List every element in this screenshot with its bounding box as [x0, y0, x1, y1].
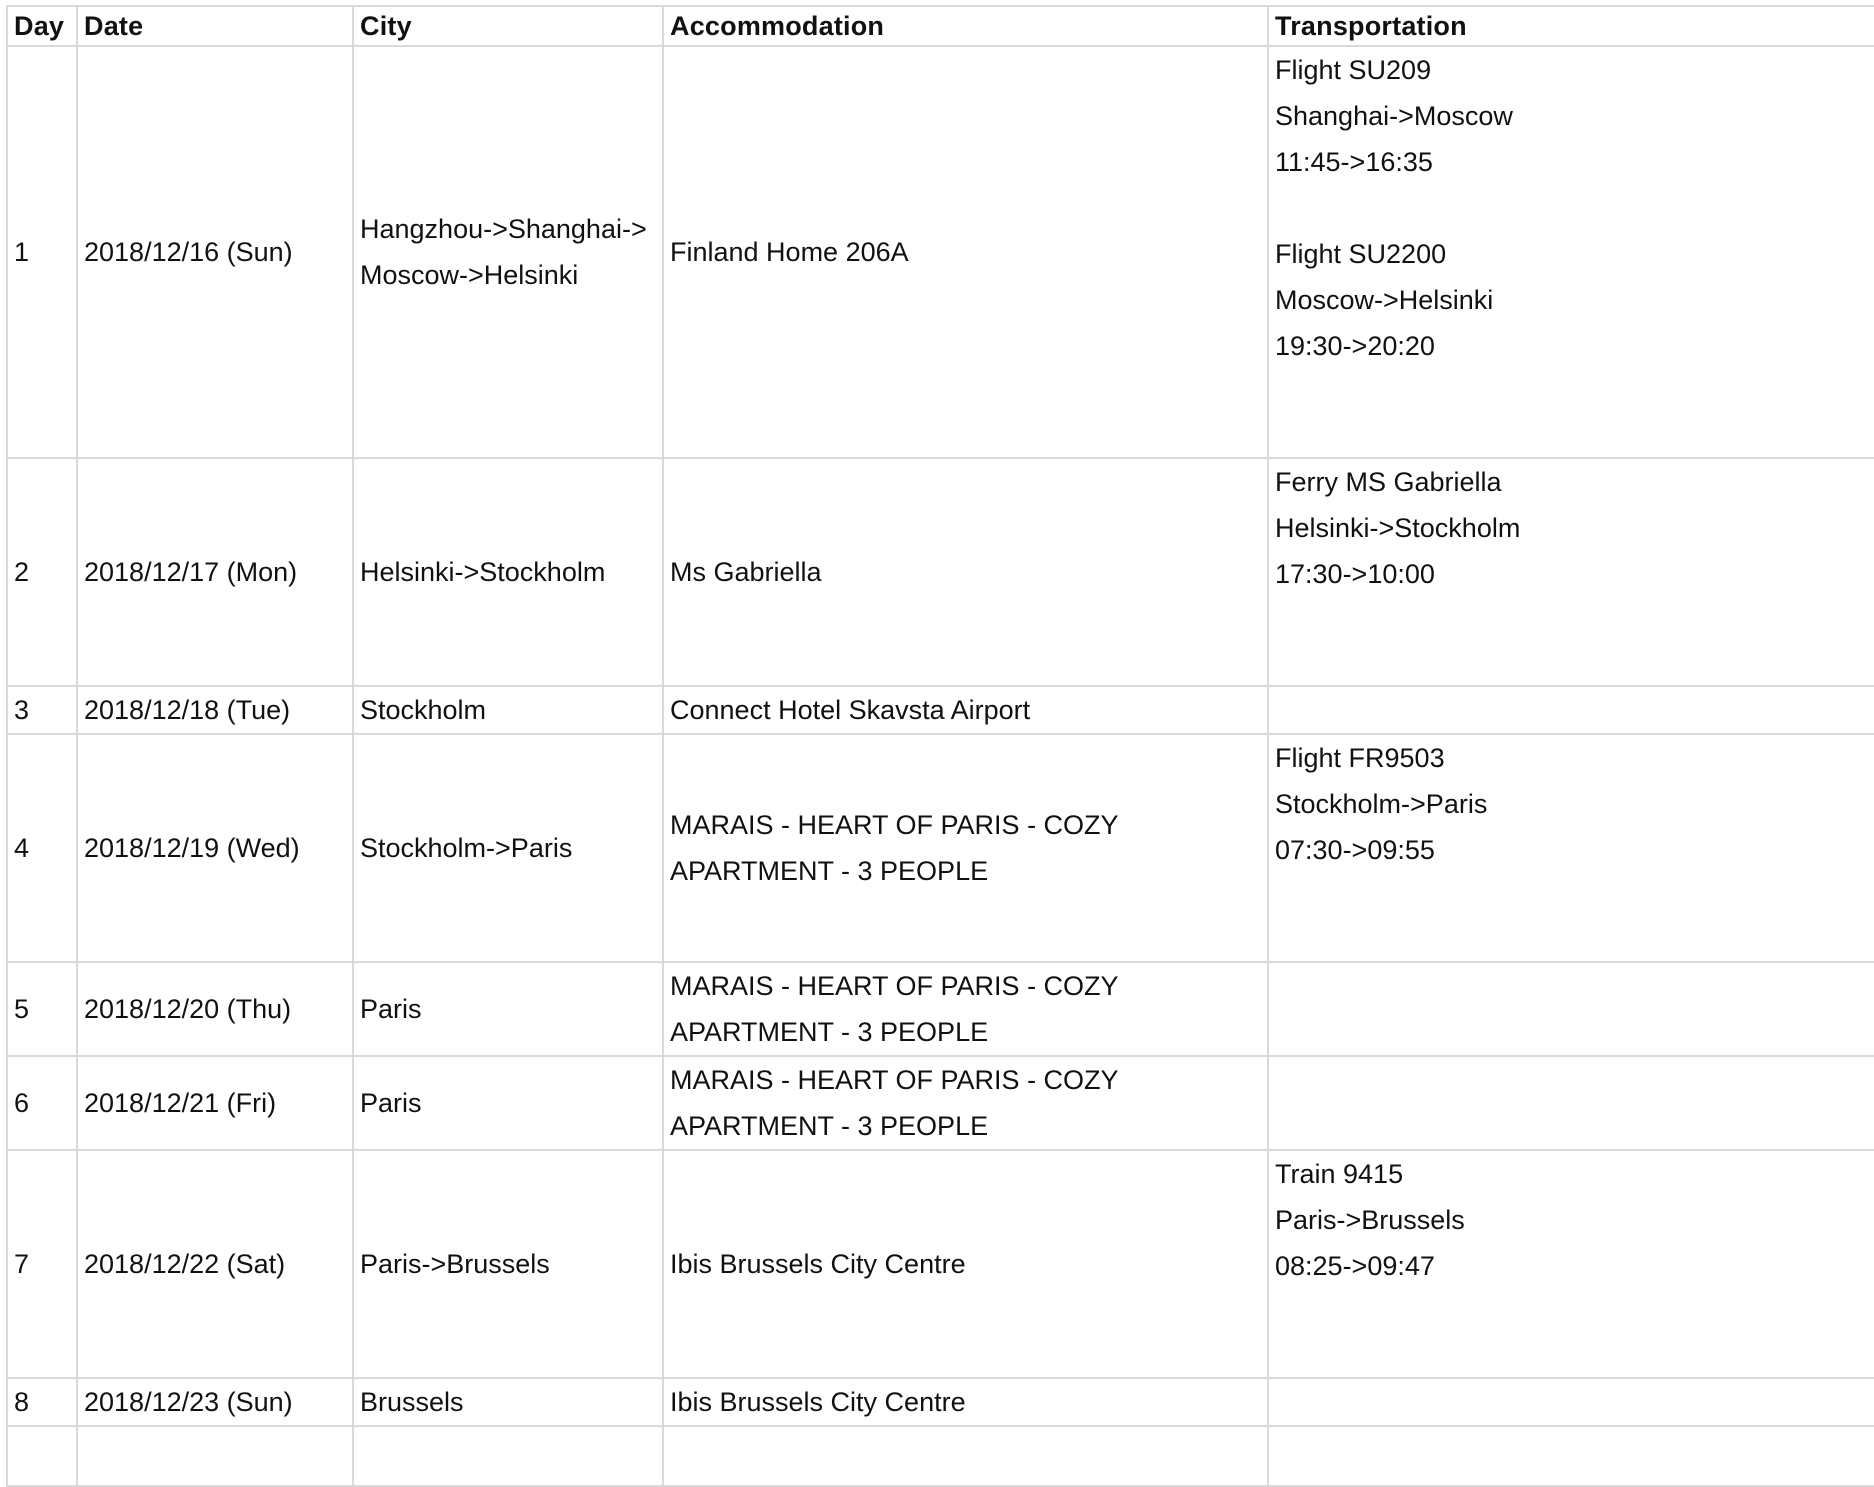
cell-day[interactable]: 7 — [7, 1150, 77, 1378]
table-row — [7, 458, 1874, 686]
cell-transportation[interactable] — [1268, 734, 1874, 962]
header-accommodation[interactable]: Accommodation — [663, 6, 1268, 46]
table-row — [7, 1150, 1874, 1378]
cell-city[interactable]: Paris — [353, 962, 663, 1056]
cell-city-text: Hangzhou->Shanghai->Moscow->Helsinki — [360, 214, 647, 290]
transport-line: Ferry MS Gabriella — [1275, 467, 1502, 497]
transport-line: 07:30->09:55 — [1275, 835, 1435, 865]
transport-line: Flight FR9503 — [1275, 743, 1445, 773]
cell-city[interactable]: Stockholm->Paris — [353, 734, 663, 962]
cell-date[interactable]: 2018/12/16 (Sun) — [77, 46, 353, 458]
cell-day[interactable]: 3 — [7, 686, 77, 734]
cell-transportation[interactable] — [1268, 1378, 1874, 1426]
header-city[interactable]: City — [353, 6, 663, 46]
table-row — [7, 1378, 1874, 1426]
cell-accommodation[interactable] — [663, 1426, 1268, 1486]
cell-accommodation-text: MARAIS - HEART OF PARIS - COZY APARTMENT - 3 PEOPLE — [670, 971, 1119, 1047]
cell-city[interactable] — [353, 1426, 663, 1486]
transport-line: 11:45->16:35 — [1275, 147, 1433, 177]
cell-transportation[interactable] — [1268, 686, 1874, 734]
transport-line: 19:30->20:20 — [1275, 331, 1435, 361]
itinerary-table — [6, 5, 1874, 1487]
cell-date[interactable]: 2018/12/18 (Tue) — [77, 686, 353, 734]
cell-city[interactable]: Helsinki->Stockholm — [353, 458, 663, 686]
transport-line: 08:25->09:47 — [1275, 1251, 1435, 1281]
cell-date[interactable]: 2018/12/20 (Thu) — [77, 962, 353, 1056]
cell-day[interactable] — [7, 1426, 77, 1486]
header-day[interactable]: Day — [7, 6, 77, 46]
transport-line: Flight SU2200 — [1275, 239, 1447, 269]
cell-city[interactable]: Brussels — [353, 1378, 663, 1426]
cell-city[interactable] — [353, 46, 663, 458]
cell-city[interactable]: Paris->Brussels — [353, 1150, 663, 1378]
transport-line: Helsinki->Stockholm — [1275, 513, 1521, 543]
header-row — [7, 6, 1874, 46]
cell-accommodation[interactable]: Ibis Brussels City Centre — [663, 1378, 1268, 1426]
table-row — [7, 1056, 1874, 1150]
table-row — [7, 734, 1874, 962]
transport-line: Shanghai->Moscow — [1275, 101, 1513, 131]
header-date[interactable]: Date — [77, 6, 353, 46]
cell-city[interactable]: Paris — [353, 1056, 663, 1150]
cell-date[interactable]: 2018/12/21 (Fri) — [77, 1056, 353, 1150]
table-row — [7, 1426, 1874, 1486]
transport-line: 17:30->10:00 — [1275, 559, 1435, 589]
table-row — [7, 46, 1874, 458]
cell-day[interactable]: 4 — [7, 734, 77, 962]
cell-day[interactable]: 6 — [7, 1056, 77, 1150]
cell-accommodation[interactable] — [663, 962, 1268, 1056]
cell-transportation[interactable] — [1268, 458, 1874, 686]
cell-date[interactable]: 2018/12/19 (Wed) — [77, 734, 353, 962]
transport-line: Flight SU209 — [1275, 55, 1432, 85]
cell-accommodation[interactable]: Ibis Brussels City Centre — [663, 1150, 1268, 1378]
transport-line: Train 9415 — [1275, 1159, 1404, 1189]
cell-day[interactable]: 8 — [7, 1378, 77, 1426]
cell-day[interactable]: 2 — [7, 458, 77, 686]
cell-transportation[interactable] — [1268, 46, 1874, 458]
cell-date[interactable]: 2018/12/23 (Sun) — [77, 1378, 353, 1426]
header-transportation[interactable]: Transportation — [1268, 6, 1874, 46]
cell-accommodation-text: MARAIS - HEART OF PARIS - COZY APARTMENT - 3 PEOPLE — [670, 1065, 1119, 1141]
cell-date[interactable] — [77, 1426, 353, 1486]
cell-transportation[interactable] — [1268, 962, 1874, 1056]
cell-accommodation[interactable]: Ms Gabriella — [663, 458, 1268, 686]
cell-day[interactable]: 1 — [7, 46, 77, 458]
cell-accommodation[interactable] — [663, 1056, 1268, 1150]
cell-accommodation[interactable] — [663, 734, 1268, 962]
transport-line — [1275, 185, 1874, 231]
cell-accommodation[interactable]: Connect Hotel Skavsta Airport — [663, 686, 1268, 734]
cell-accommodation[interactable]: Finland Home 206A — [663, 46, 1268, 458]
cell-transportation[interactable] — [1268, 1150, 1874, 1378]
transport-line: Paris->Brussels — [1275, 1205, 1465, 1235]
cell-transportation[interactable] — [1268, 1056, 1874, 1150]
transport-line: Stockholm->Paris — [1275, 789, 1488, 819]
cell-city[interactable]: Stockholm — [353, 686, 663, 734]
transport-line: Moscow->Helsinki — [1275, 285, 1494, 315]
cell-day[interactable]: 5 — [7, 962, 77, 1056]
cell-date[interactable]: 2018/12/22 (Sat) — [77, 1150, 353, 1378]
cell-date[interactable]: 2018/12/17 (Mon) — [77, 458, 353, 686]
cell-accommodation-text: MARAIS - HEART OF PARIS - COZY APARTMENT - 3 PEOPLE — [670, 810, 1119, 886]
table-row — [7, 962, 1874, 1056]
table-row — [7, 686, 1874, 734]
cell-transportation[interactable] — [1268, 1426, 1874, 1486]
